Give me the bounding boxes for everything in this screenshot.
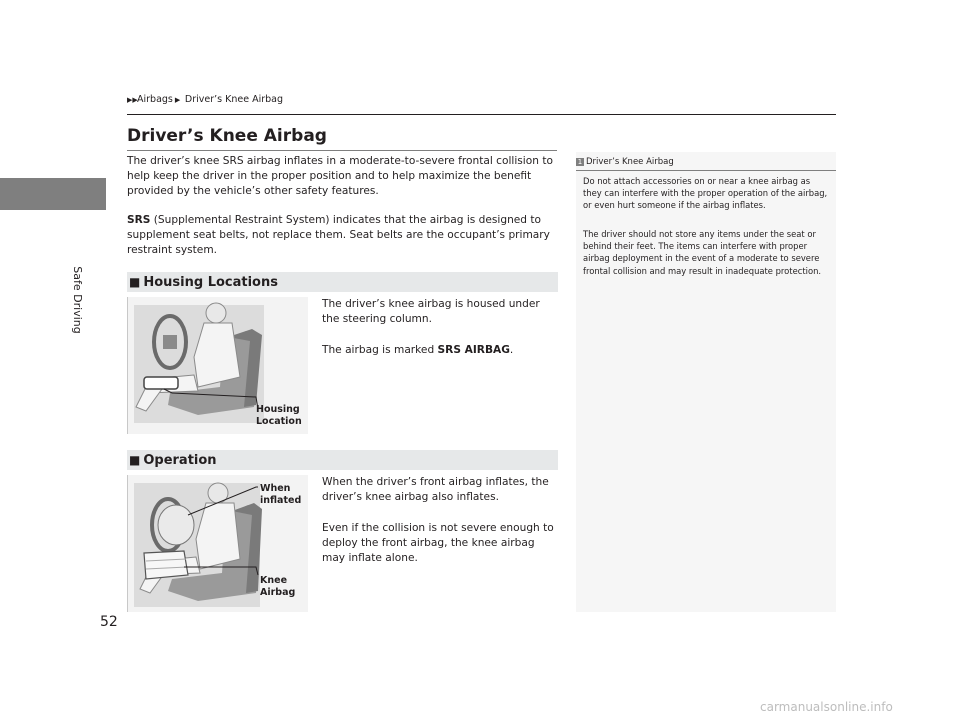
note-divider <box>576 170 836 171</box>
operation-heading: Operation <box>143 453 217 468</box>
note-panel <box>576 152 836 612</box>
housing-text-2: The airbag is marked SRS AIRBAG. <box>322 344 514 356</box>
srs-term: SRS <box>127 214 151 226</box>
housing-heading: Housing Locations <box>143 275 278 290</box>
note-heading-text: Driver’s Knee Airbag <box>586 157 674 167</box>
section-square-icon: ■ <box>129 453 141 467</box>
srs-paragraph <box>127 213 559 259</box>
side-label: Safe Driving <box>71 266 84 334</box>
breadcrumb-arrow-icon: ▶ <box>174 95 181 104</box>
section-heading-operation <box>127 450 558 470</box>
title-divider <box>127 150 557 151</box>
operation-text-1: When the driver’s front airbag inflates, the driver’s knee airbag also inflates. <box>322 476 549 504</box>
header-divider <box>127 114 836 115</box>
srs-airbag-mark: SRS AIRBAG <box>437 344 510 356</box>
watermark: carmanualsonline.info <box>760 700 893 714</box>
intro-paragraph: The driver’s knee SRS airbag inflates in a moderate-to-severe frontal collision to help keep the driver in the proper position and to help maximize the benefit provided by the vehicle’s other safety features. <box>127 155 553 198</box>
note-heading <box>576 157 674 167</box>
housing-figure <box>127 297 308 434</box>
when-inflated-label: When inflated <box>260 483 302 506</box>
operation-text-2: Even if the collision is not severe enough to deploy the front airbag, the knee airbag may inflate alone. <box>322 522 554 565</box>
housing-text-1: The driver’s knee airbag is housed under the steering column. <box>322 298 540 326</box>
housing-location-label: Housing Location <box>256 404 302 427</box>
breadcrumb-parent[interactable]: Airbags <box>137 94 173 105</box>
note-paragraph-1: Do not attach accessories on or near a knee airbag as they can interfere with the proper operation of the airbag, or even hurt someone if the airbag inflates. <box>583 176 828 211</box>
side-tab <box>0 178 106 210</box>
note-number-icon: 1 <box>577 158 583 166</box>
srs-text: (Supplemental Restraint System) indicates that the airbag is designed to supplement seat belts, not replace them. Seat belts are the occupant’s primary restraint system. <box>127 214 550 257</box>
breadcrumb-arrow-icon: ▶▶ <box>127 95 138 104</box>
operation-figure <box>127 475 308 612</box>
section-square-icon: ■ <box>129 275 141 289</box>
breadcrumb-current: Driver’s Knee Airbag <box>184 94 283 105</box>
page-title: Driver’s Knee Airbag <box>127 126 327 146</box>
knee-airbag-label: Knee Airbag <box>260 575 296 598</box>
breadcrumb <box>127 94 283 105</box>
page-number: 52 <box>100 614 118 630</box>
section-heading-housing <box>127 272 558 292</box>
note-paragraph-2: The driver should not store any items under the seat or behind their feet. The items can interfere with proper airbag deployment in the event of a moderate to severe frontal collision and may result in inadequate protection. <box>583 229 822 276</box>
